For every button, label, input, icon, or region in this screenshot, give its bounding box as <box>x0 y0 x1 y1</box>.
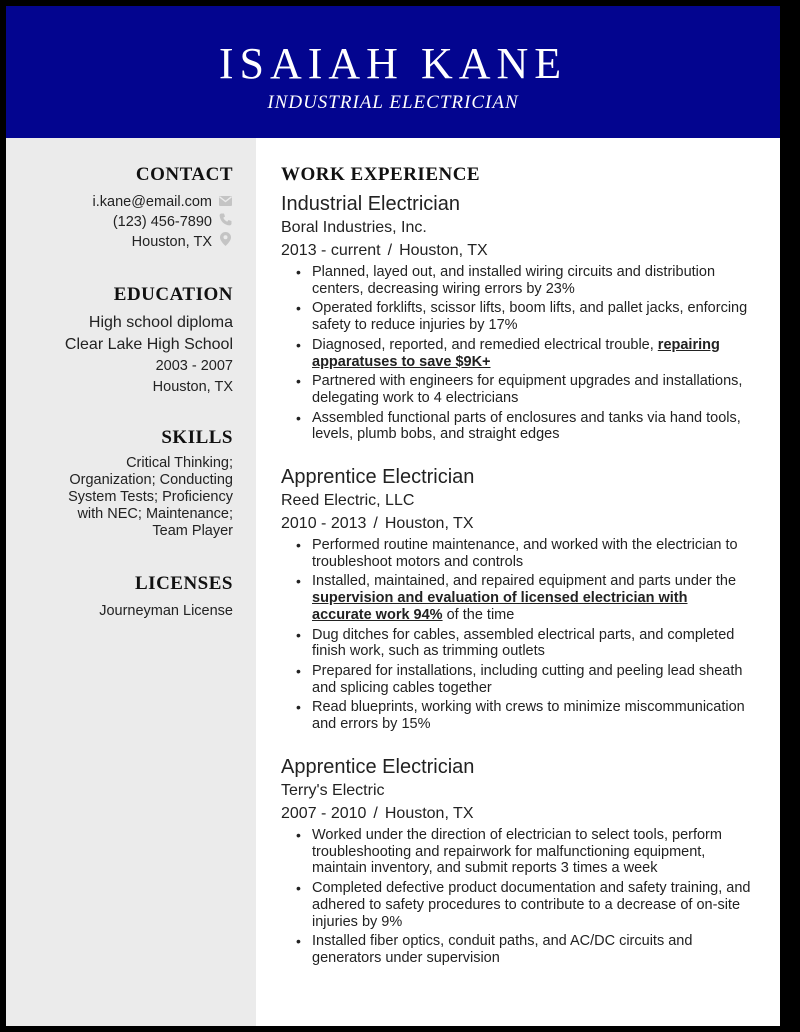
licenses-heading: LICENSES <box>135 573 233 594</box>
job-dates: 2013 - current <box>281 242 381 259</box>
job-entry <box>281 464 751 736</box>
job-location: Houston, TX <box>399 242 488 259</box>
job-entry <box>281 754 751 970</box>
job-meta <box>281 239 751 263</box>
resume-page <box>6 6 780 1026</box>
envelope-icon <box>217 192 233 212</box>
job-title: Industrial Electrician <box>281 193 460 215</box>
job-bullets <box>281 537 751 733</box>
job-location: Houston, TX <box>384 515 474 532</box>
bullet-item <box>312 663 751 696</box>
bullet-text: Read blueprints, working with crews to minimize miscommunication and errors by 15% <box>312 699 745 733</box>
bullet-text: Completed defective product documentation and safety training, and adhered to safety procedures to contribute to a decrease of on-site injuries by 9% <box>312 880 751 930</box>
bullet-item <box>312 373 751 406</box>
education-location: Houston, TX <box>152 379 233 395</box>
bullet-item <box>312 264 751 297</box>
job-dates: 2007 - 2010 <box>281 805 367 822</box>
job-separator: / <box>387 242 393 259</box>
candidate-name: ISAIAH KANE <box>218 39 568 88</box>
contact-phone[interactable]: (123) 456-7890 <box>112 214 212 230</box>
bullet-item <box>312 933 751 966</box>
job-company: Reed Electric, LLC <box>281 492 415 509</box>
job-meta <box>281 802 751 826</box>
bullet-item <box>312 337 751 370</box>
skills-heading: SKILLS <box>161 427 233 448</box>
resume-header <box>6 6 780 138</box>
license-item: Journeyman License <box>99 603 233 619</box>
bullet-text: Prepared for installations, including cutting and peeling lead sheath and splicing cables together <box>312 662 743 696</box>
skills-line: Team Player <box>152 523 233 539</box>
bullet-text: Assembled functional parts of enclosures and tanks via hand tools, levels, plumb bobs, and straight edges <box>312 409 741 443</box>
licenses-section <box>18 573 233 622</box>
bullet-text: Dug ditches for cables, assembled electrical parts, and completed finish work, such as trimming outlets <box>312 626 735 660</box>
education-degree: High school diploma <box>88 314 233 331</box>
work-experience-heading: WORK EXPERIENCE <box>281 164 481 185</box>
job-bullets <box>281 264 751 443</box>
candidate-title: INDUSTRIAL ELECTRICIAN <box>267 92 519 113</box>
phone-icon <box>217 212 233 232</box>
job-meta <box>281 512 751 536</box>
bullet-text: Performed routine maintenance, and worked with the electrician to troubleshoot motors and controls <box>312 537 738 570</box>
bullet-text: Installed fiber optics, conduit paths, and AC/DC circuits and generators under supervision <box>312 933 693 966</box>
education-heading: EDUCATION <box>113 284 233 305</box>
bullet-item <box>312 300 751 333</box>
sidebar <box>6 138 256 1026</box>
skills-line: System Tests; Proficiency <box>68 489 233 505</box>
job-title: Apprentice Electrician <box>281 756 475 778</box>
bullet-item <box>312 573 751 623</box>
bullet-item <box>312 827 751 877</box>
education-section <box>18 284 233 398</box>
job-company: Boral Industries, Inc. <box>281 219 427 236</box>
contact-email-row <box>18 192 233 212</box>
bullet-text: Partnered with engineers for equipment upgrades and installations, delegating work to 4 electricians <box>312 373 743 406</box>
bullet-item <box>312 880 751 930</box>
skills-line: Organization; Conducting <box>69 472 233 488</box>
contact-email[interactable]: i.kane@email.com <box>92 194 212 210</box>
bullet-text: Worked under the direction of electrician to select tools, perform troubleshooting and repairwork for malfunctioning equipment, maintain inventory, and submit reports 3 times a week <box>312 827 722 877</box>
contact-section <box>18 164 233 252</box>
bullet-item <box>312 699 751 732</box>
skills-line: with NEC; Maintenance; <box>77 506 233 522</box>
job-title: Apprentice Electrician <box>281 466 475 488</box>
job-separator: / <box>373 515 378 532</box>
skills-line: Critical Thinking; <box>126 455 233 471</box>
bullet-text: Planned, layed out, and installed wiring circuits and distribution centers, decreasing wiring errors by 23% <box>312 264 716 297</box>
bullet-text: Installed, maintained, and repaired equipment and parts under the <box>312 573 737 590</box>
bullet-item <box>312 627 751 660</box>
contact-location: Houston, TX <box>131 234 212 250</box>
job-separator: / <box>373 805 378 822</box>
contact-phone-row <box>18 212 233 232</box>
bullet-text: Diagnosed, reported, and remedied electrical trouble, <box>312 336 658 353</box>
bullet-text: of the time <box>442 606 515 623</box>
bullet-item <box>312 410 751 443</box>
bullet-item <box>312 537 751 570</box>
bullet-highlight: supervision and evaluation of licensed electrician with accurate work 94% <box>312 590 688 623</box>
education-years: 2003 - 2007 <box>155 358 233 374</box>
job-bullets <box>281 827 751 967</box>
map-pin-icon <box>217 232 233 252</box>
bullet-text: Operated forklifts, scissor lifts, boom lifts, and pallet jacks, enforcing safety to reduce injuries by 17% <box>312 300 748 334</box>
job-dates: 2010 - 2013 <box>281 515 367 532</box>
job-location: Houston, TX <box>384 805 474 822</box>
skills-section <box>18 427 233 540</box>
job-company: Terry's Electric <box>281 782 385 799</box>
job-entry <box>281 191 751 446</box>
bullet-highlight: repairing apparatuses to save $9K+ <box>312 336 720 370</box>
contact-heading: CONTACT <box>135 164 233 185</box>
education-school: Clear Lake High School <box>64 336 233 353</box>
contact-location-row <box>18 232 233 252</box>
